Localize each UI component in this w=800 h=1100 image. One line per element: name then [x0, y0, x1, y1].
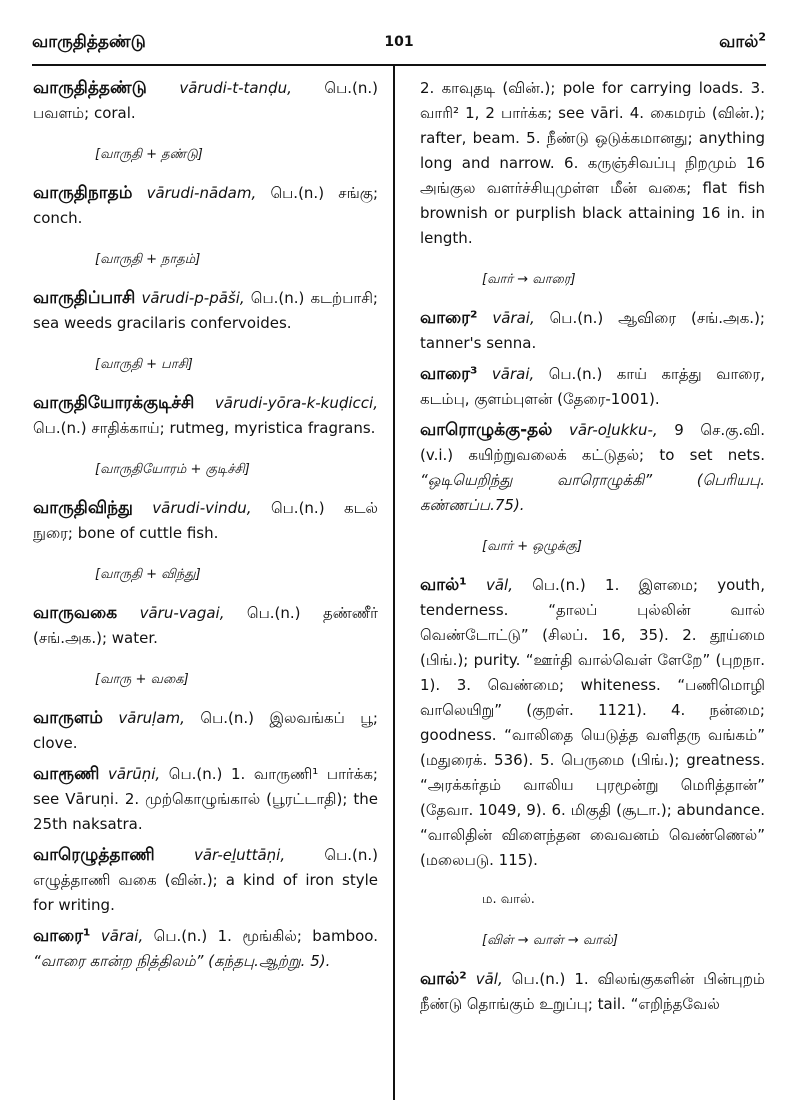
definition: பெ.(n.) கடல் நுரை; bone of cuttle fish. [33, 499, 378, 542]
headword: வாருதிப்பாசி [33, 288, 136, 308]
transliteration: vārudi-t-tanḍu, [179, 79, 292, 97]
headword: வாருவகை [33, 603, 118, 623]
cognate-note: ம. வால். [482, 892, 535, 907]
definition: பெ.(n.) எழுத்தாணி வகை (வின்.); a kind of iron style for writing. [33, 846, 378, 914]
headword: வாரொழுக்கு-தல் [420, 420, 553, 440]
headword: வாரை³ [420, 364, 478, 384]
transliteration: vār-eḻuttāṇi, [193, 846, 286, 864]
etymology: [விள் → வாள் → வால்] [482, 933, 618, 948]
citation: “வாரை கான்ற நித்திலம்” (கந்தபு.ஆற்று. 5). [33, 952, 331, 970]
running-head-left: வாருதித்தண்டு [32, 32, 146, 52]
dictionary-entry [420, 967, 765, 1017]
dictionary-entry [33, 843, 378, 918]
headword: வால்¹ [420, 575, 467, 595]
transliteration: vārudi-nādam, [146, 184, 257, 202]
definition: பெ.(n.) இலவங்கப் பூ; clove. [33, 709, 378, 752]
etymology: [வாருதி + நாதம்] [95, 252, 201, 267]
definition: 2. காவுதடி (வின்.); pole for carrying loads. 3. வாரி² 1, 2 பார்க்க; see vāri. 4. கைமரம் (வின்.); rafter, beam. 5. நீண்டு ஒடுக்கமானது; anything long and narrow. 6. கருஞ்சிவப்பு நிறமும் 16 அங்குல வளர்ச்சியுமுள்ள மீன் வகை; flat fish brownish or purplish black attaining 16 in. in length. [420, 79, 765, 247]
transliteration: vārai, [100, 927, 144, 945]
headword: வாருதித்தண்டு [33, 78, 147, 98]
headword: வாரெழுத்தாணி [33, 845, 155, 865]
page-header [32, 28, 766, 60]
dictionary-entry [33, 181, 378, 231]
definition: பெ.(n.) காய் காத்து வாரை, கடம்பு, குளம்புளன் (தேரை-1001). [420, 365, 765, 408]
transliteration: vārudi-p-pāši, [141, 289, 245, 307]
transliteration: vārudi-vindu, [152, 499, 252, 517]
dictionary-entry [420, 573, 765, 873]
headword: வாரை¹ [33, 926, 91, 946]
definition: பெ.(n.) 1. வாருணி¹ பார்க்க; see Vāruṇi. 2. முற்கொழுங்கால் (பூரட்டாதி); the 25th naksatra. [33, 765, 378, 833]
headword: வாருதிநாதம் [33, 183, 133, 203]
definition: 9 செ.கு.வி. (v.i.) கயிற்றுவலைக் கட்டுதல்; to set nets. [420, 421, 765, 464]
headword: வாருதியோரக்குடிச்சி [33, 393, 195, 413]
dictionary-entry [420, 76, 765, 251]
definition: பெ.(n.) கடற்பாசி; sea weeds gracilaris confervoides. [33, 289, 378, 332]
etymology: [வாருதி + பாசி] [95, 357, 193, 372]
dictionary-entry [33, 762, 378, 837]
right-column [420, 76, 765, 1023]
running-head-right-word: வால் [719, 32, 759, 52]
dictionary-entry [420, 418, 765, 518]
transliteration: vārai, [492, 309, 535, 327]
transliteration: vāruḷam, [118, 709, 185, 727]
dictionary-entry [33, 924, 378, 974]
header-rule [32, 64, 766, 66]
etymology: [வாருதி + விந்து] [95, 567, 201, 582]
transliteration: vāl, [485, 576, 513, 594]
headword: வாருதிவிந்து [33, 498, 133, 518]
headword: வாரை² [420, 308, 478, 328]
definition: பெ.(n.) பவளம்; coral. [33, 79, 378, 122]
left-column [33, 76, 378, 980]
transliteration: vārūṇi, [107, 765, 161, 783]
transliteration: vāru-vagai, [139, 604, 225, 622]
etymology: [வாருதியோரம் + குடிச்சி] [95, 462, 250, 477]
definition: பெ.(n.) 1. விலங்குகளின் பின்புறம் நீண்டு தொங்கும் உறுப்பு; tail. “எறிந்தவேல் [420, 970, 765, 1013]
definition: பெ.(n.) 1. மூங்கில்; bamboo. [153, 927, 378, 945]
dictionary-entry [420, 362, 765, 412]
citation: “ஒடியெறிந்து வாரொழுக்கி” (பெரியபு. கண்ணப்ப.75). [420, 471, 765, 514]
dictionary-entry [33, 601, 378, 651]
transliteration: vārudi-yōra-k-kuḍicci, [214, 394, 378, 412]
definition: பெ.(n.) தண்ணீர் (சங்.அக.); water. [33, 604, 378, 647]
dictionary-entry [33, 496, 378, 546]
running-head-right [719, 32, 766, 54]
etymology: [வார் → வாரை] [482, 272, 576, 287]
page-number: 101 [384, 34, 414, 50]
definition: பெ.(n.) ஆவிரை (சங்.அக.); tanner's senna. [420, 309, 765, 352]
dictionary-entry [33, 706, 378, 756]
transliteration: vāl, [475, 970, 503, 988]
headword: வாரூணி [33, 764, 100, 784]
etymology: [வாருதி + தண்டு] [95, 147, 203, 162]
transliteration: vār-oḻukku-, [568, 421, 658, 439]
definition: பெ.(n.) சாதிக்காய்; rutmeg, myristica fragrans. [33, 419, 376, 437]
etymology: [வார் + ஒழுக்கு] [482, 539, 582, 554]
transliteration: vārai, [491, 365, 535, 383]
dictionary-entry [420, 306, 765, 356]
dictionary-entry [33, 391, 378, 441]
dictionary-entry [33, 76, 378, 126]
dictionary-entry [33, 286, 378, 336]
etymology: [வாரு + வகை] [95, 672, 189, 687]
definition: பெ.(n.) 1. இளமை; youth, tenderness. “தாலப் புல்லின் வால் வெண்டோட்டு” (சிலப். 16, 35). 2. தூய்மை (பிங்.); purity. “ஊர்தி வால்வெள் ளேறே” (புறநா. 1). 3. வெண்மை; whiteness. “பணிமொழி வாலெயிறு” (குறள். 1121). 4. நன்மை; goodness. “வாலிதை யெடுத்த வளிதரு வங்கம்” (மதுரைக். 536). 5. பெருமை (பிங்.); greatness. “அரக்கர்தம் வாலிய புரமூன்று மெரித்தான்” (தேவா. 1049, 9). 6. மிகுதி (சூடா.); abundance. “வாலிதின் விளைந்தன வைவனம் வெண்ணெல்” (மலைபடு. 115). [420, 576, 765, 869]
headword: வாருளம் [33, 708, 103, 728]
headword: வால்² [420, 969, 467, 989]
running-head-right-sup: 2 [758, 30, 766, 44]
definition: பெ.(n.) சங்கு; conch. [33, 184, 378, 227]
column-divider [393, 64, 395, 1100]
